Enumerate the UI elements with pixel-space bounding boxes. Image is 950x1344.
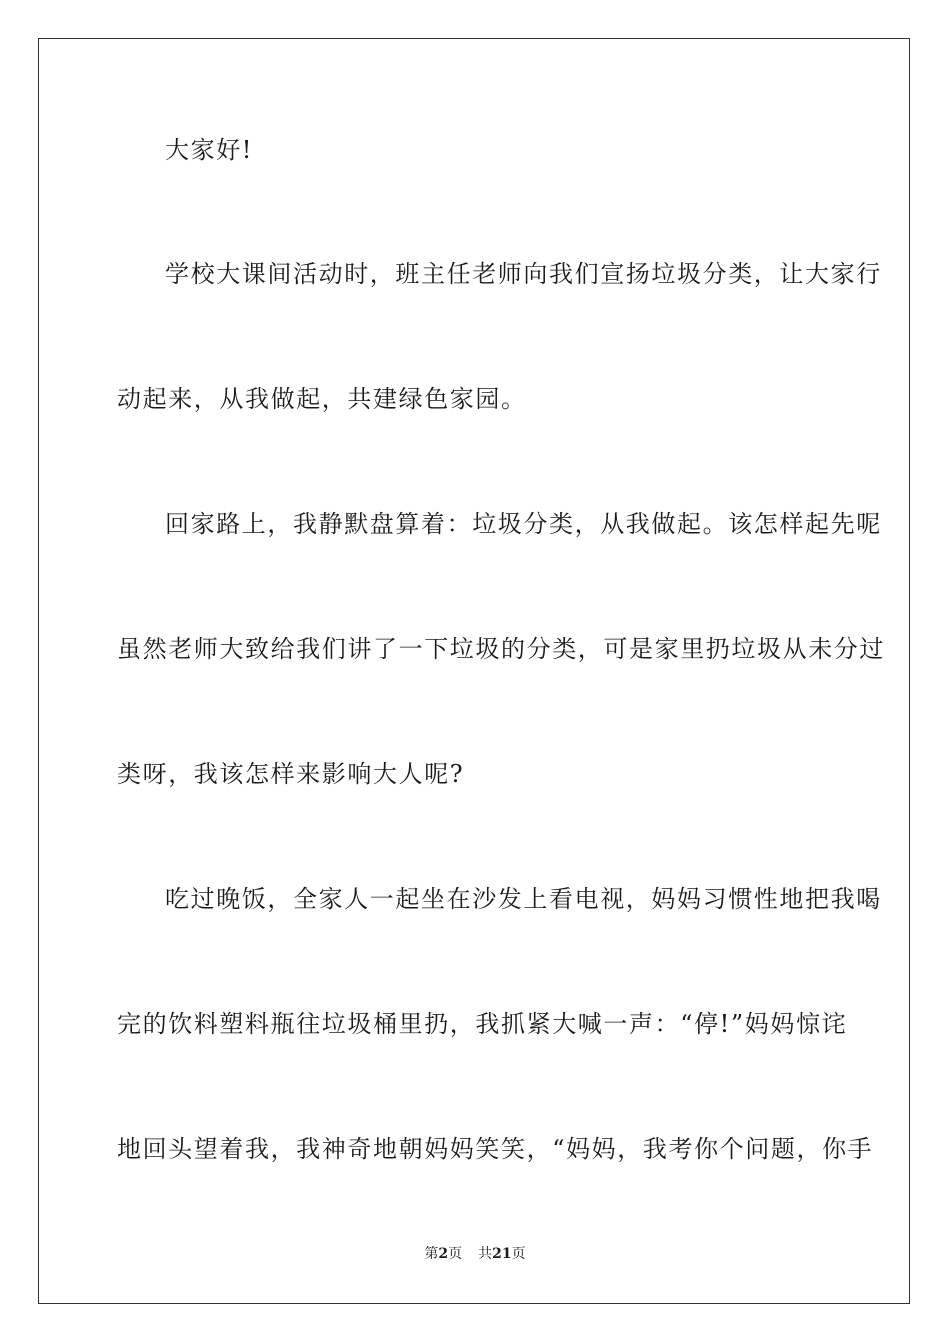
greeting-line: 大家好!: [165, 136, 254, 164]
page-suffix: 页: [448, 1246, 463, 1262]
paragraph-line: 回家路上，我静默盘算着：垃圾分类，从我做起。该怎样起先呢: [165, 510, 882, 538]
paragraph-line: 动起来，从我做起，共建绿色家园。: [117, 385, 527, 413]
total-pages: 21: [492, 1246, 512, 1262]
total-prefix: 共: [478, 1246, 493, 1262]
page-number: 2: [438, 1246, 449, 1262]
paragraph-line: 完的饮料塑料瓶往垃圾桶里扔，我抓紧大喊一声：“停!”妈妈惊诧: [117, 1010, 848, 1038]
page-prefix: 第: [424, 1246, 439, 1262]
paragraph-line: 类呀，我该怎样来影响大人呢?: [117, 760, 465, 788]
paragraph-line: 地回头望着我，我神奇地朝妈妈笑笑，“妈妈，我考你个问题，你手: [117, 1135, 874, 1163]
page-indicator: [424, 1245, 462, 1263]
total-pages-indicator: [478, 1245, 525, 1263]
page-border: [38, 38, 910, 1304]
page-footer: [0, 1245, 950, 1263]
paragraph-line: 虽然老师大致给我们讲了一下垃圾的分类，可是家里扔垃圾从未分过: [117, 635, 885, 663]
total-suffix: 页: [511, 1246, 526, 1262]
paragraph-line: 吃过晚饭，全家人一起坐在沙发上看电视，妈妈习惯性地把我喝: [165, 885, 882, 913]
paragraph-line: 学校大课间活动时，班主任老师向我们宣扬垃圾分类，让大家行: [165, 260, 882, 288]
